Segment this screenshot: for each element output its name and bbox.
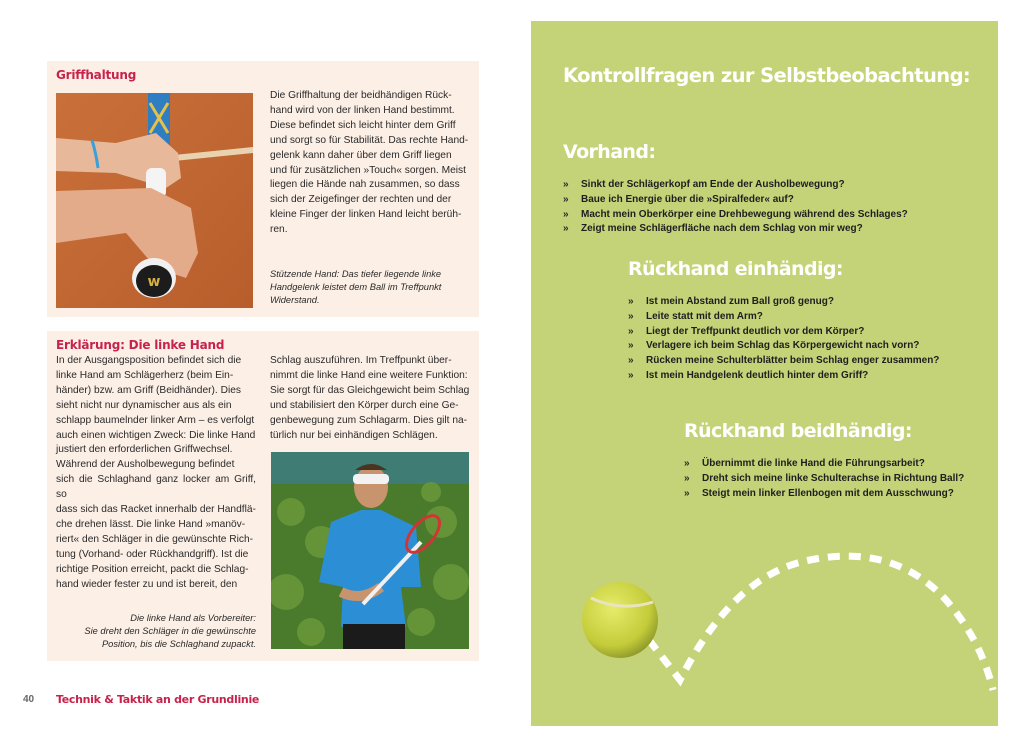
question-item [563,193,908,208]
caption-line: Position, bis die Schlaghand zupackt. [101,639,256,650]
question-item [628,339,939,354]
question-text: Übernimmt die linke Hand die Führungsarbeit? [702,458,925,469]
text-line: Schlag auszuführen. Im Treffpunkt über- [270,355,452,366]
question-item [684,457,964,472]
question-text: Zeigt meine Schlägerfläche nach dem Schlag von mir weg? [581,223,863,235]
section-title-rueckhand-beidhaendig: Rückhand beidhändig: [684,420,912,442]
question-text: Ist mein Abstand zum Ball groß genug? [646,296,834,307]
bullet-icon: » [628,325,634,337]
text-line: sich der Zeigefinger der rechten und der [270,194,452,206]
text-line: genbewegung zum Schlagarm. Dies gilt na- [270,414,468,426]
tennis-ball-trajectory-icon [531,540,998,726]
erklaerung-column-2 [270,354,470,443]
bullet-icon: » [563,193,569,205]
question-text: Verlagere ich beim Schlag das Körpergewicht nach vorn? [646,340,920,352]
rueckhand-beidhaendig-questions [684,457,964,501]
text-line: dass sich das Racket innerhalb der Handflä- [56,504,256,516]
text-line: Diese befindet sich leicht hinter dem Griff [270,119,456,131]
question-text: Ist mein Handgelenk deutlich hinter dem Griff? [646,369,869,381]
text-line: Sie sorgt für das Gleichgewicht beim Schlag [270,384,470,396]
question-item [684,472,964,487]
text-line: händer) bzw. am Griff (Beidhänder). Dies [56,384,241,396]
question-text: Leite statt mit dem Arm? [646,310,763,322]
bullet-icon: » [628,296,634,307]
question-text: Liegt der Treffpunkt deutlich vor dem Körper? [646,325,865,337]
erklaerung-column-1 [56,354,256,593]
grip-photo [56,93,253,308]
bullet-icon: » [563,223,569,235]
caption-line: Die linke Hand als Vorbereiter: [130,613,256,623]
caption-line: Handgelenk leistet dem Ball im Treffpunkt [270,282,442,293]
text-line: liegen die Hände nah zusammen, so dass [270,179,460,191]
text-line: ren. [270,224,288,236]
text-line: linke Hand am Schlägerherz (beim Ein- [56,369,234,381]
text-line: Während der Ausholbewegung befindet [56,459,235,471]
section-title-vorhand: Vorhand: [563,141,656,163]
player-illustration [271,452,469,649]
question-item [563,208,908,223]
bullet-icon: » [563,208,569,220]
griffhaltung-heading: Griffhaltung [56,68,137,82]
question-text: Rücken meine Schulterblätter beim Schlag enger zusammen? [646,355,940,367]
question-item [628,325,939,340]
text-line: auch einen wichtigen Zweck: Die linke Hand [56,429,256,441]
question-text: Sinkt der Schlägerkopf am Ende der Ausholbewegung? [581,179,845,190]
question-item [563,178,908,193]
text-line: sieht nicht nur dynamischer aus als ein [56,399,232,411]
caption-line: Sie dreht den Schläger in die gewünschte [84,626,256,637]
erklaerung-heading: Erklärung: Die linke Hand [56,338,225,352]
question-item [684,487,964,502]
question-item [628,354,939,369]
bullet-icon: » [684,458,690,469]
question-item [628,295,939,310]
griffhaltung-caption [270,268,475,308]
question-text: Dreht sich meine linke Schulterachse in Richtung Ball? [702,472,965,484]
griffhaltung-body [270,89,470,238]
question-item [628,310,939,325]
section-title-rueckhand-einhaendig: Rückhand einhändig: [628,258,843,280]
bullet-icon: » [628,355,634,367]
bullet-icon: » [628,340,634,352]
text-line: hand wieder fester zu und ist bereit, den [56,578,238,590]
page-number: 40 [23,694,35,705]
vorhand-questions [563,178,908,237]
text-line: kleine Finger der linken Hand leicht berüh- [270,209,462,221]
tennis-ball-icon [582,582,658,658]
text-line: hand wird von der linken Hand bestimmt. [270,104,455,116]
bullet-icon: » [684,472,690,484]
question-item [628,369,939,384]
hands-grip-illustration [56,93,253,308]
question-text: Steigt mein linker Ellenbogen mit dem Ausschwung? [702,487,954,499]
text-line: Die Griffhaltung der beidhändigen Rück- [270,90,452,101]
text-line: che drehen lässt. Die linke Hand »manöv- [56,518,246,530]
text-line: türlich nur bei einhändigen Schlägen. [270,429,438,441]
text-line: sich die Schlaghand ganz locker am Griff, so [56,474,256,501]
player-photo [271,452,469,649]
text-line: und sorgt so für Stabilität. Das rechte Hand- [270,134,469,146]
bullet-icon: » [563,179,569,190]
text-line: nimmt die linke Hand eine weitere Funktion: [270,369,468,381]
text-line: richtige Position erreicht, packt die Schlag- [56,563,249,575]
svg-text:w: w [147,274,161,290]
text-line: tung (Vorhand- oder Rückhandgriff). Ist die [56,548,249,560]
rueckhand-einhaendig-questions [628,295,939,384]
question-text: Baue ich Energie über die »Spiralfeder« auf? [581,193,794,205]
text-line: und stabilisiert den Körper durch eine Ge- [270,399,459,411]
text-line: und für zusätzlichen »Touch« sorgen. Meist [270,164,466,176]
bullet-icon: » [628,310,634,322]
bullet-icon: » [628,369,634,381]
text-line: schlapp baumelnder linker Arm – es verfolgt [56,414,255,426]
text-line: justiert den erforderlichen Griffwechsel. [56,444,233,456]
erklaerung-caption [60,612,256,652]
question-text: Macht mein Oberkörper eine Drehbewegung während des Schlages? [581,208,908,220]
text-line: In der Ausgangsposition befindet sich die [56,355,242,366]
question-item [563,222,908,237]
chapter-title: Technik & Taktik an der Grundlinie [56,693,260,706]
caption-line: Stützende Hand: Das tiefer liegende linke [270,269,442,279]
bullet-icon: » [684,487,690,499]
text-line: gelenk kann daher über dem Griff liegen [270,149,452,161]
text-line: riert« den Schläger in die gewünschte Rich- [56,533,254,545]
panel-title: Kontrollfragen zur Selbstbeobachtung: [563,64,971,87]
caption-line: Widerstand. [270,295,320,306]
